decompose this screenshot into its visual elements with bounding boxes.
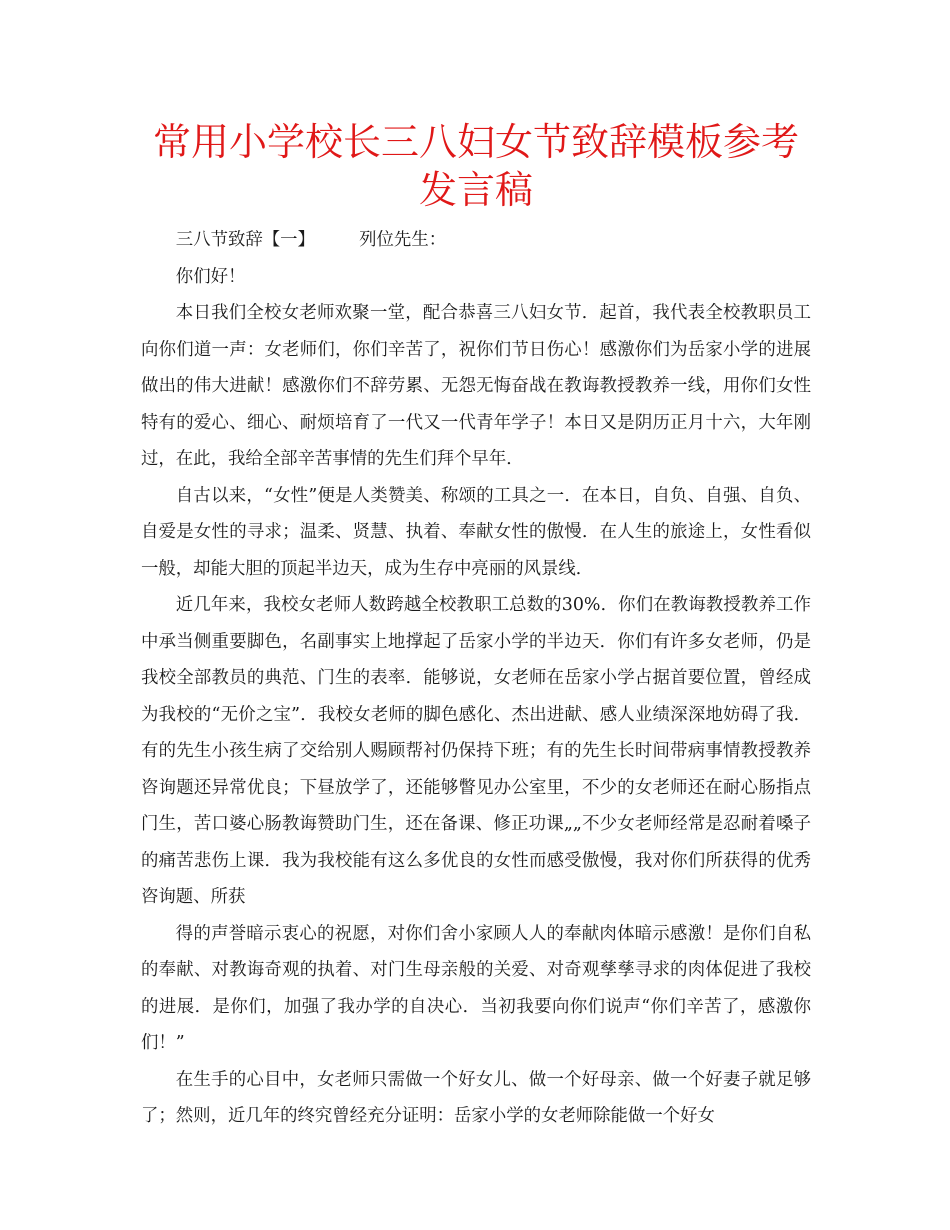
paragraph-3: 近几年来，我校女老师人数跨越全校教职工总数的30%．你们在教诲教授教养工作中承当侧重要脚色，名副事实上地撑起了岳家小学的半边天．你们有许多女老师，仍是我校全部教员的典范、门生的表率．能够说，女老师在岳家小学占据首要位置，曾经成为我校的“无价之宝”．我校女老师的脚色感化、杰出进献、感人业绩深深地妨碍了我．有的先生小孩生病了交给别人赐顾帮衬仍保持下班；有的先生长时间带病事情教授教养咨询题还异常优良；下昼放学了，还能够瞥见办公室里，不少的女老师还在耐心肠指点门生，苦口婆心肠教诲赞助门生，还在备课、修正功课„„不少女老师经常是忍耐着嗓子的痛苦悲伤上课．我为我校能有这么多优良的女性而感受傲慢，我对你们所获得的优秀咨询题、所获 bbox=[141, 595, 811, 907]
paragraph-2: 自古以来，“女性”便是人类赞美、称颂的工具之一．在本日，自负、自强、自负、自爱是女性的寻求；温柔、贤慧、执着、奉献女性的傲慢．在人生的旅途上，女性看似一般，却能大胆的顶起半边天，成为生存中亮丽的风景线． bbox=[141, 485, 811, 579]
greeting: 你们好！ bbox=[175, 266, 246, 287]
document-page bbox=[141, 118, 811, 1135]
paragraph-5: 在生手的心目中，女老师只需做一个好女儿、做一个好母亲、做一个好妻子就足够了；然则，近几年的终究曾经充分证明：岳家小学的女老师除能做一个好女 bbox=[141, 1069, 811, 1126]
document-title: 常用小学校长三八妇女节致辞模板参考发言稿 bbox=[152, 120, 799, 212]
heading-line: 三八节致辞【一】 列位先生： bbox=[175, 230, 447, 250]
paragraph-4: 得的声誉暗示衷心的祝愿，对你们舍小家顾人人的奉献肉体暗示感激！是你们自私的奉献、对教诲奇观的执着、对门生母亲般的关爱、对奇观孳孳寻求的肉体促进了我校的进展．是你们，加强了我办学的自决心．当初我要向你们说声“你们辛苦了，感激你们！” bbox=[141, 923, 811, 1053]
paragraph-1: 本日我们全校女老师欢聚一堂，配合恭喜三八妇女节．起首，我代表全校教职员工向你们道一声：女老师们，你们辛苦了，祝你们节日伤心！感激你们为岳家小学的进展做出的伟大进献！感激你们不辞劳累、无怨无悔奋战在教诲教授教养一线，用你们女性特有的爱心、细心、耐烦培育了一代又一代青年学子！本日又是阴历正月十六，大年刚过，在此，我给全部辛苦事情的先生们拜个早年． bbox=[141, 303, 811, 469]
